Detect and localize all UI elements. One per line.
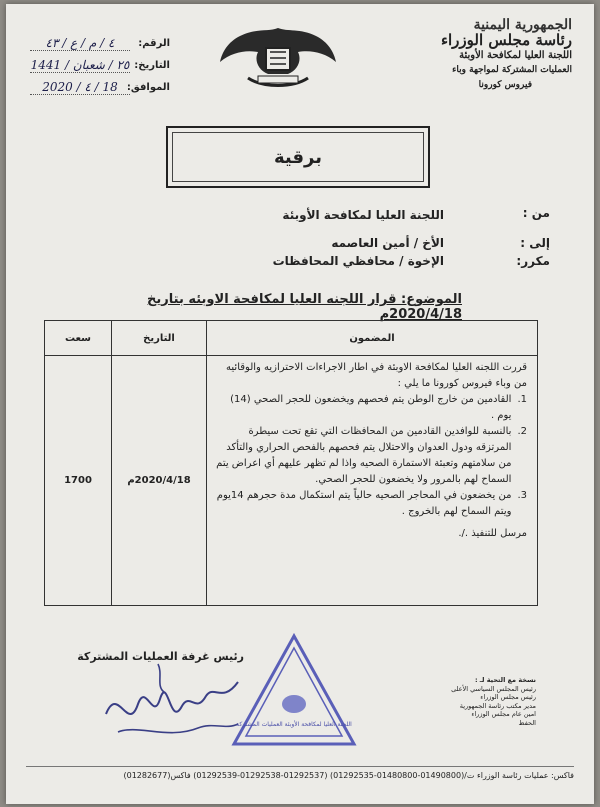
- corresponding-label: الموافق:: [126, 82, 170, 93]
- date-cell: 2020/4/18م: [112, 356, 207, 606]
- list-item: [215, 392, 527, 424]
- stamp-text: اللجنة العليا لمكافحة الأوبئة العمليات المشتركة: [236, 721, 352, 728]
- to-label: إلى :: [520, 236, 550, 250]
- virus-name: فيروس كورونا: [478, 80, 532, 90]
- document-title: برقية: [172, 132, 424, 182]
- list-item: [215, 488, 527, 520]
- message-table: [44, 320, 538, 606]
- item-text: من يخضعون في المحاجر الصحيه حالياً يتم استكمال مدة حجرهم 14يوم ويتم السماح لهم بالخروج .: [216, 490, 512, 517]
- hour-cell: 1700: [45, 356, 112, 606]
- yemen-eagle-emblem-icon: [218, 22, 338, 90]
- from-value: اللجنة العليا لمكافحة الأوبئة: [282, 208, 444, 222]
- hour-header: سعت: [45, 321, 112, 356]
- item-text: القادمين من خارج الوطن يتم فحصهم ويخضعون للحجر الصحي (14) يوم .: [230, 394, 512, 421]
- presidency-name: رئاسة مجلس الوزراء: [440, 31, 572, 49]
- content-header: المضمون: [207, 321, 538, 356]
- list-item: [215, 424, 527, 488]
- document-page: [6, 4, 594, 804]
- official-stamp-icon: [230, 632, 358, 750]
- copy-recipient: الحفظ: [518, 718, 536, 727]
- from-label: من :: [522, 206, 550, 220]
- ref-label: الرقم:: [138, 38, 170, 49]
- cc-label: مكرر:: [516, 254, 550, 268]
- copy-recipient: رئيس المجلس السياسي الأعلى: [451, 684, 536, 693]
- item-number: 1.: [517, 394, 527, 405]
- closing-note: مرسل للتنفيذ ./.: [458, 528, 527, 539]
- subject-line: الموضوع: قرار اللجنه العليا لمكافحة الاوبئه بتاريخ 2020/4/18م: [147, 292, 462, 322]
- to-value: الأخ / أمين العاصمه: [331, 236, 444, 250]
- committee-name: اللجنة العليا لمكافحة الأوبئة: [459, 50, 572, 61]
- ref-value: ٤ / م / ع / ٤٣: [30, 36, 130, 51]
- letterhead: [362, 18, 572, 93]
- republic-name: الجمهورية اليمنية: [473, 17, 572, 33]
- date-value: ٢٥ / شعبان / 1441: [30, 58, 130, 72]
- date-label: التاريخ:: [134, 60, 170, 71]
- copy-recipient: مدير مكتب رئاسة الجمهورية: [459, 701, 536, 710]
- handwritten-signature-icon: [98, 644, 248, 754]
- content-intro: قررت اللجنه العليا لمكافحة الاوبئة في اطار الاجراءات الاحترازيه والوقائيه من وباء فيروس كورونا ما يلي :: [226, 362, 527, 389]
- cc-value: الإخوة / محافظي المحافظات: [272, 254, 444, 268]
- table-header-row: [45, 321, 538, 356]
- ops-room-name: العمليات المشتركة لمواجهة وباء: [452, 65, 572, 75]
- table-row: [45, 356, 538, 606]
- title-box: [166, 126, 430, 188]
- item-number: 3.: [517, 490, 527, 501]
- footer-contacts: فاكس: عمليات رئاسة الوزراء ت/(01490800-01480800-01292535) (01292537-01292538-01292539) فاكس(01282677): [26, 766, 574, 780]
- copy-recipient: امين عام مجلس الوزراء: [471, 710, 536, 719]
- signatory-title: رئيس غرفة العمليات المشتركة: [77, 650, 244, 663]
- copies-block: [386, 676, 536, 728]
- item-number: 2.: [517, 426, 527, 437]
- copies-heading: نسخة مع التحية لـ :: [474, 676, 536, 684]
- content-cell: [207, 356, 538, 606]
- copy-recipient: رئيس مجلس الوزراء: [480, 693, 536, 702]
- reference-block: [20, 36, 170, 102]
- corresponding-value: 18 / ٤ / 2020: [30, 80, 130, 95]
- item-text: بالنسبة للوافدين القادمين من المحافظات التي تقع تحت سيطرة المرتزقه ودول العدوان والاحتلال يتم فحصهم بالفحص الحراري والتأكد من سلامتهم وتعبئة الاستمارة الصحيه واذا لم تظهر عليهم أي اعراض يتم السماح لهم بالمرور ولا يخضعون للحجر الصحي.: [216, 426, 512, 485]
- date-header: التاريخ: [112, 321, 207, 356]
